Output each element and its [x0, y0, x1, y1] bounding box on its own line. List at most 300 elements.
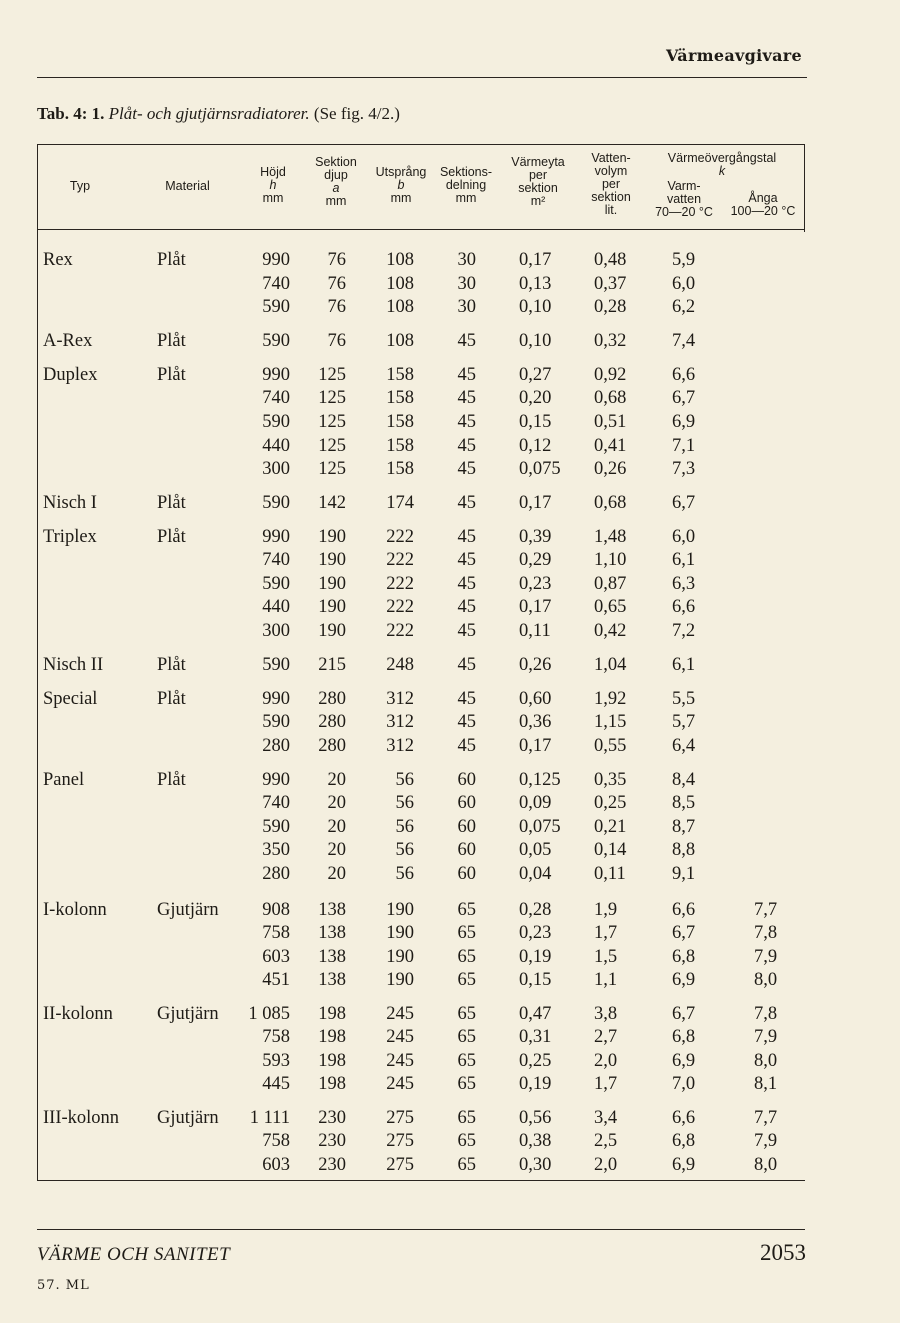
- cell-h: 603: [262, 947, 290, 967]
- cell-h: 740: [262, 388, 290, 408]
- cell-b: 245: [386, 1051, 414, 1071]
- cell-yta: 0,17: [519, 493, 552, 513]
- cell-vol: 0,68: [594, 388, 627, 408]
- cell-vol: 2,0: [594, 1155, 618, 1175]
- header-hojd-l2: h: [269, 178, 277, 192]
- cell-h: 593: [262, 1051, 290, 1071]
- cell-b: 222: [386, 621, 414, 641]
- cell-yta: 0,29: [519, 550, 552, 570]
- cell-d: 45: [457, 597, 476, 617]
- cell-kv: 8,7: [672, 817, 696, 837]
- cell-a: 125: [318, 436, 346, 456]
- cell-a: 215: [318, 655, 346, 675]
- cell-material: Gjutjärn: [157, 1004, 219, 1024]
- cell-vol: 0,11: [594, 864, 626, 884]
- cell-yta: 0,15: [519, 970, 552, 990]
- cell-a: 125: [318, 459, 346, 479]
- cell-h: 300: [262, 459, 290, 479]
- header-vattenvolym-l4: sektion: [591, 190, 631, 204]
- cell-b: 158: [386, 388, 414, 408]
- cell-kv: 6,7: [672, 1004, 696, 1024]
- cell-vol: 1,15: [594, 712, 627, 732]
- cell-typ: III-kolonn: [43, 1108, 120, 1128]
- print-code: 57. ML: [37, 1278, 90, 1293]
- cell-yta: 0,23: [519, 574, 552, 594]
- cell-b: 158: [386, 436, 414, 456]
- header-djup: [306, 156, 366, 208]
- cell-b: 108: [386, 297, 414, 317]
- cell-yta: 0,26: [519, 655, 552, 675]
- cell-d: 45: [457, 689, 476, 709]
- cell-yta: 0,075: [519, 817, 561, 837]
- header-utsprang-l3: mm: [390, 191, 412, 205]
- cell-d: 45: [457, 493, 476, 513]
- cell-h: 590: [262, 412, 290, 432]
- table-left-border: [37, 144, 38, 1180]
- cell-a: 20: [327, 840, 346, 860]
- header-djup-l1: Sektion: [315, 155, 357, 169]
- cell-a: 20: [327, 864, 346, 884]
- cell-d: 60: [457, 793, 476, 813]
- cell-typ: Nisch I: [43, 493, 97, 513]
- cell-b: 275: [386, 1155, 414, 1175]
- cell-a: 230: [318, 1108, 346, 1128]
- journal-name: VÄRME OCH SANITET: [37, 1244, 231, 1265]
- header-k-varmvatten-l3: 70—20 °C: [655, 205, 713, 219]
- cell-kv: 6,6: [672, 365, 696, 385]
- cell-b: 158: [386, 459, 414, 479]
- cell-h: 590: [262, 655, 290, 675]
- cell-a: 280: [318, 712, 346, 732]
- cell-h: 590: [262, 817, 290, 837]
- cell-kv: 5,7: [672, 712, 696, 732]
- cell-vol: 2,0: [594, 1051, 618, 1071]
- cell-b: 245: [386, 1004, 414, 1024]
- header-k-symbol: k: [718, 164, 726, 178]
- cell-vol: 0,41: [594, 436, 627, 456]
- header-vattenvolym-l1: Vatten-: [591, 151, 631, 165]
- cell-material: Plåt: [157, 770, 186, 790]
- header-typ: Typ: [69, 179, 91, 193]
- cell-h: 740: [262, 274, 290, 294]
- cell-kv: 6,1: [672, 550, 696, 570]
- cell-b: 190: [386, 970, 414, 990]
- header-utsprang-l1: Utsprång: [375, 165, 427, 179]
- cell-kv: 6,9: [672, 412, 696, 432]
- cell-kv: 6,8: [672, 1027, 696, 1047]
- cell-d: 65: [457, 970, 476, 990]
- cell-b: 174: [386, 493, 414, 513]
- cell-yta: 0,31: [519, 1027, 552, 1047]
- cell-a: 190: [318, 550, 346, 570]
- header-vattenvolym: [580, 152, 642, 217]
- cell-ka: 7,8: [754, 1004, 778, 1024]
- header-varmeyta: [503, 156, 573, 208]
- header-bottom-rule: [37, 229, 805, 230]
- cell-material: Gjutjärn: [157, 1108, 219, 1128]
- cell-a: 190: [318, 574, 346, 594]
- cell-vol: 1,7: [594, 923, 618, 943]
- cell-typ: A-Rex: [43, 331, 93, 351]
- cell-yta: 0,47: [519, 1004, 552, 1024]
- cell-h: 590: [262, 574, 290, 594]
- cell-b: 56: [395, 840, 414, 860]
- cell-typ: Special: [43, 689, 98, 709]
- header-varmeyta-l3: sektion: [518, 181, 558, 195]
- cell-d: 45: [457, 459, 476, 479]
- header-vattenvolym-l3: per: [601, 177, 621, 191]
- cell-h: 350: [262, 840, 290, 860]
- cell-a: 198: [318, 1074, 346, 1094]
- cell-ka: 8,0: [754, 970, 778, 990]
- cell-yta: 0,39: [519, 527, 552, 547]
- header-delning-l1: Sektions-: [439, 165, 493, 179]
- cell-yta: 0,17: [519, 250, 552, 270]
- cell-yta: 0,23: [519, 923, 552, 943]
- cell-a: 20: [327, 793, 346, 813]
- cell-kv: 6,4: [672, 736, 696, 756]
- cell-d: 60: [457, 840, 476, 860]
- cell-kv: 7,0: [672, 1074, 696, 1094]
- cell-a: 138: [318, 970, 346, 990]
- cell-h: 451: [262, 970, 290, 990]
- cell-d: 65: [457, 1027, 476, 1047]
- cell-b: 312: [386, 689, 414, 709]
- cell-b: 248: [386, 655, 414, 675]
- cell-h: 758: [262, 923, 290, 943]
- cell-vol: 0,35: [594, 770, 627, 790]
- cell-h: 280: [262, 736, 290, 756]
- header-utsprang-l2: b: [397, 178, 405, 192]
- cell-yta: 0,05: [519, 840, 552, 860]
- cell-vol: 1,9: [594, 900, 618, 920]
- cell-ka: 7,9: [754, 947, 778, 967]
- cell-d: 45: [457, 527, 476, 547]
- cell-b: 108: [386, 250, 414, 270]
- cell-a: 138: [318, 947, 346, 967]
- header-k-varmvatten-l2: vatten: [666, 192, 702, 206]
- cell-a: 198: [318, 1051, 346, 1071]
- cell-ka: 7,8: [754, 923, 778, 943]
- cell-yta: 0,075: [519, 459, 561, 479]
- header-utsprang: [368, 166, 434, 205]
- cell-a: 76: [327, 250, 346, 270]
- cell-material: Plåt: [157, 689, 186, 709]
- cell-yta: 0,10: [519, 331, 552, 351]
- cell-kv: 6,7: [672, 388, 696, 408]
- cell-vol: 1,7: [594, 1074, 618, 1094]
- cell-vol: 3,8: [594, 1004, 618, 1024]
- cell-h: 990: [262, 365, 290, 385]
- cell-b: 222: [386, 597, 414, 617]
- header-delning-l2: delning: [445, 178, 487, 192]
- cell-b: 158: [386, 365, 414, 385]
- cell-yta: 0,25: [519, 1051, 552, 1071]
- cell-vol: 0,65: [594, 597, 627, 617]
- cell-d: 65: [457, 900, 476, 920]
- cell-kv: 6,6: [672, 1108, 696, 1128]
- cell-d: 45: [457, 736, 476, 756]
- cell-h: 590: [262, 331, 290, 351]
- header-varmeyta-l1: Värmeyta: [511, 155, 565, 169]
- cell-yta: 0,36: [519, 712, 552, 732]
- cell-vol: 2,7: [594, 1027, 618, 1047]
- cell-vol: 0,26: [594, 459, 627, 479]
- cell-b: 56: [395, 864, 414, 884]
- table-caption: [37, 104, 400, 124]
- cell-kv: 5,5: [672, 689, 696, 709]
- cell-a: 125: [318, 365, 346, 385]
- cell-kv: 7,2: [672, 621, 696, 641]
- cell-vol: 1,5: [594, 947, 618, 967]
- header-hojd: [248, 166, 298, 205]
- cell-vol: 0,48: [594, 250, 627, 270]
- cell-a: 190: [318, 621, 346, 641]
- cell-ka: 7,7: [754, 900, 778, 920]
- cell-typ: Nisch II: [43, 655, 104, 675]
- cell-a: 20: [327, 770, 346, 790]
- header-k-varmvatten: [648, 180, 720, 219]
- cell-kv: 6,8: [672, 1131, 696, 1151]
- cell-yta: 0,60: [519, 689, 552, 709]
- cell-material: Plåt: [157, 365, 186, 385]
- cell-d: 45: [457, 388, 476, 408]
- header-varmeyta-l2: per: [528, 168, 548, 182]
- cell-vol: 0,42: [594, 621, 627, 641]
- cell-kv: 9,1: [672, 864, 696, 884]
- cell-h: 740: [262, 550, 290, 570]
- cell-b: 222: [386, 550, 414, 570]
- footer-rule: [37, 1229, 805, 1230]
- cell-yta: 0,19: [519, 1074, 552, 1094]
- cell-kv: 6,0: [672, 274, 696, 294]
- cell-yta: 0,56: [519, 1108, 552, 1128]
- cell-a: 76: [327, 274, 346, 294]
- cell-h: 908: [262, 900, 290, 920]
- cell-yta: 0,13: [519, 274, 552, 294]
- cell-typ: Rex: [43, 250, 73, 270]
- cell-a: 230: [318, 1155, 346, 1175]
- cell-d: 30: [457, 297, 476, 317]
- cell-vol: 0,37: [594, 274, 627, 294]
- cell-d: 60: [457, 770, 476, 790]
- caption-label: Tab. 4: 1.: [37, 104, 105, 123]
- cell-a: 230: [318, 1131, 346, 1151]
- cell-h: 1 111: [249, 1108, 290, 1128]
- cell-material: Plåt: [157, 527, 186, 547]
- cell-kv: 6,2: [672, 297, 696, 317]
- cell-a: 198: [318, 1004, 346, 1024]
- cell-a: 76: [327, 331, 346, 351]
- cell-b: 275: [386, 1108, 414, 1128]
- cell-typ: II-kolonn: [43, 1004, 113, 1024]
- cell-b: 56: [395, 817, 414, 837]
- table-top-rule: [37, 144, 805, 145]
- cell-d: 45: [457, 574, 476, 594]
- cell-yta: 0,27: [519, 365, 552, 385]
- cell-b: 245: [386, 1027, 414, 1047]
- cell-kv: 8,8: [672, 840, 696, 860]
- cell-h: 990: [262, 770, 290, 790]
- cell-d: 45: [457, 412, 476, 432]
- cell-vol: 0,32: [594, 331, 627, 351]
- cell-a: 20: [327, 817, 346, 837]
- header-djup-l4: mm: [325, 194, 347, 208]
- cell-d: 45: [457, 365, 476, 385]
- header-k-group: [652, 152, 792, 178]
- cell-d: 65: [457, 947, 476, 967]
- cell-kv: 6,8: [672, 947, 696, 967]
- cell-ka: 7,9: [754, 1131, 778, 1151]
- cell-a: 190: [318, 597, 346, 617]
- cell-kv: 6,0: [672, 527, 696, 547]
- cell-ka: 8,0: [754, 1155, 778, 1175]
- cell-h: 445: [262, 1074, 290, 1094]
- cell-d: 65: [457, 1051, 476, 1071]
- cell-kv: 6,9: [672, 1155, 696, 1175]
- cell-kv: 7,4: [672, 331, 696, 351]
- cell-h: 440: [262, 436, 290, 456]
- cell-kv: 8,4: [672, 770, 696, 790]
- header-hojd-l3: mm: [262, 191, 284, 205]
- cell-typ: Panel: [43, 770, 85, 790]
- cell-a: 142: [318, 493, 346, 513]
- cell-h: 590: [262, 493, 290, 513]
- cell-h: 590: [262, 297, 290, 317]
- page-number: 2053: [760, 1240, 806, 1265]
- cell-a: 76: [327, 297, 346, 317]
- header-k-anga-l1: Ånga: [748, 191, 778, 205]
- cell-yta: 0,125: [519, 770, 561, 790]
- cell-d: 65: [457, 1074, 476, 1094]
- header-k-anga: [722, 192, 804, 218]
- cell-vol: 1,92: [594, 689, 627, 709]
- cell-a: 138: [318, 923, 346, 943]
- header-delning: [435, 166, 497, 205]
- cell-kv: 7,3: [672, 459, 696, 479]
- cell-vol: 0,21: [594, 817, 627, 837]
- table-bottom-rule: [37, 1180, 805, 1181]
- cell-kv: 6,3: [672, 574, 696, 594]
- cell-b: 108: [386, 331, 414, 351]
- cell-yta: 0,15: [519, 412, 552, 432]
- header-k-varmvatten-l1: Varm-: [667, 179, 701, 193]
- cell-kv: 6,6: [672, 900, 696, 920]
- cell-d: 65: [457, 923, 476, 943]
- cell-yta: 0,30: [519, 1155, 552, 1175]
- header-djup-l2: djup: [324, 168, 348, 182]
- cell-vol: 0,92: [594, 365, 627, 385]
- cell-d: 65: [457, 1155, 476, 1175]
- cell-vol: 1,48: [594, 527, 627, 547]
- top-rule: [37, 77, 807, 78]
- cell-yta: 0,17: [519, 736, 552, 756]
- cell-d: 30: [457, 274, 476, 294]
- cell-h: 300: [262, 621, 290, 641]
- cell-yta: 0,04: [519, 864, 552, 884]
- cell-b: 222: [386, 574, 414, 594]
- cell-vol: 2,5: [594, 1131, 618, 1151]
- cell-ka: 8,1: [754, 1074, 778, 1094]
- cell-material: Plåt: [157, 331, 186, 351]
- cell-typ: Triplex: [43, 527, 97, 547]
- cell-material: Plåt: [157, 493, 186, 513]
- cell-h: 990: [262, 250, 290, 270]
- cell-kv: 6,7: [672, 493, 696, 513]
- cell-ka: 7,7: [754, 1108, 778, 1128]
- cell-kv: 6,9: [672, 970, 696, 990]
- cell-h: 990: [262, 527, 290, 547]
- cell-a: 280: [318, 689, 346, 709]
- cell-a: 280: [318, 736, 346, 756]
- cell-kv: 8,5: [672, 793, 696, 813]
- header-djup-l3: a: [332, 181, 340, 195]
- cell-b: 56: [395, 793, 414, 813]
- cell-d: 45: [457, 621, 476, 641]
- cell-b: 190: [386, 947, 414, 967]
- cell-b: 56: [395, 770, 414, 790]
- cell-a: 198: [318, 1027, 346, 1047]
- cell-vol: 0,14: [594, 840, 627, 860]
- cell-h: 603: [262, 1155, 290, 1175]
- caption-ref: (Se fig. 4/2.): [313, 104, 400, 123]
- header-material: Material: [165, 179, 210, 193]
- cell-b: 275: [386, 1131, 414, 1151]
- cell-yta: 0,17: [519, 597, 552, 617]
- cell-vol: 1,1: [594, 970, 618, 990]
- cell-d: 60: [457, 864, 476, 884]
- cell-material: Plåt: [157, 655, 186, 675]
- cell-ka: 7,9: [754, 1027, 778, 1047]
- cell-vol: 0,55: [594, 736, 627, 756]
- cell-material: Gjutjärn: [157, 900, 219, 920]
- cell-h: 758: [262, 1131, 290, 1151]
- header-vattenvolym-l5: lit.: [604, 203, 618, 217]
- cell-h: 990: [262, 689, 290, 709]
- cell-d: 45: [457, 655, 476, 675]
- cell-d: 45: [457, 550, 476, 570]
- header-k-title: Värmeövergångstal: [667, 151, 777, 165]
- cell-vol: 0,68: [594, 493, 627, 513]
- cell-yta: 0,28: [519, 900, 552, 920]
- cell-yta: 0,20: [519, 388, 552, 408]
- cell-b: 245: [386, 1074, 414, 1094]
- header-hojd-l1: Höjd: [260, 165, 286, 179]
- cell-kv: 5,9: [672, 250, 696, 270]
- cell-h: 280: [262, 864, 290, 884]
- cell-d: 45: [457, 331, 476, 351]
- cell-b: 108: [386, 274, 414, 294]
- cell-vol: 0,28: [594, 297, 627, 317]
- header-delning-l3: mm: [455, 191, 477, 205]
- cell-material: Plåt: [157, 250, 186, 270]
- cell-vol: 0,25: [594, 793, 627, 813]
- cell-kv: 6,6: [672, 597, 696, 617]
- cell-vol: 0,51: [594, 412, 627, 432]
- cell-yta: 0,11: [519, 621, 551, 641]
- header-vattenvolym-l2: volym: [594, 164, 628, 178]
- cell-vol: 1,10: [594, 550, 627, 570]
- table-right-border: [804, 144, 805, 232]
- cell-yta: 0,38: [519, 1131, 552, 1151]
- cell-typ: I-kolonn: [43, 900, 107, 920]
- cell-yta: 0,09: [519, 793, 552, 813]
- running-head: Värmeavgivare: [666, 46, 802, 65]
- cell-h: 740: [262, 793, 290, 813]
- cell-d: 45: [457, 436, 476, 456]
- cell-d: 65: [457, 1108, 476, 1128]
- cell-d: 60: [457, 817, 476, 837]
